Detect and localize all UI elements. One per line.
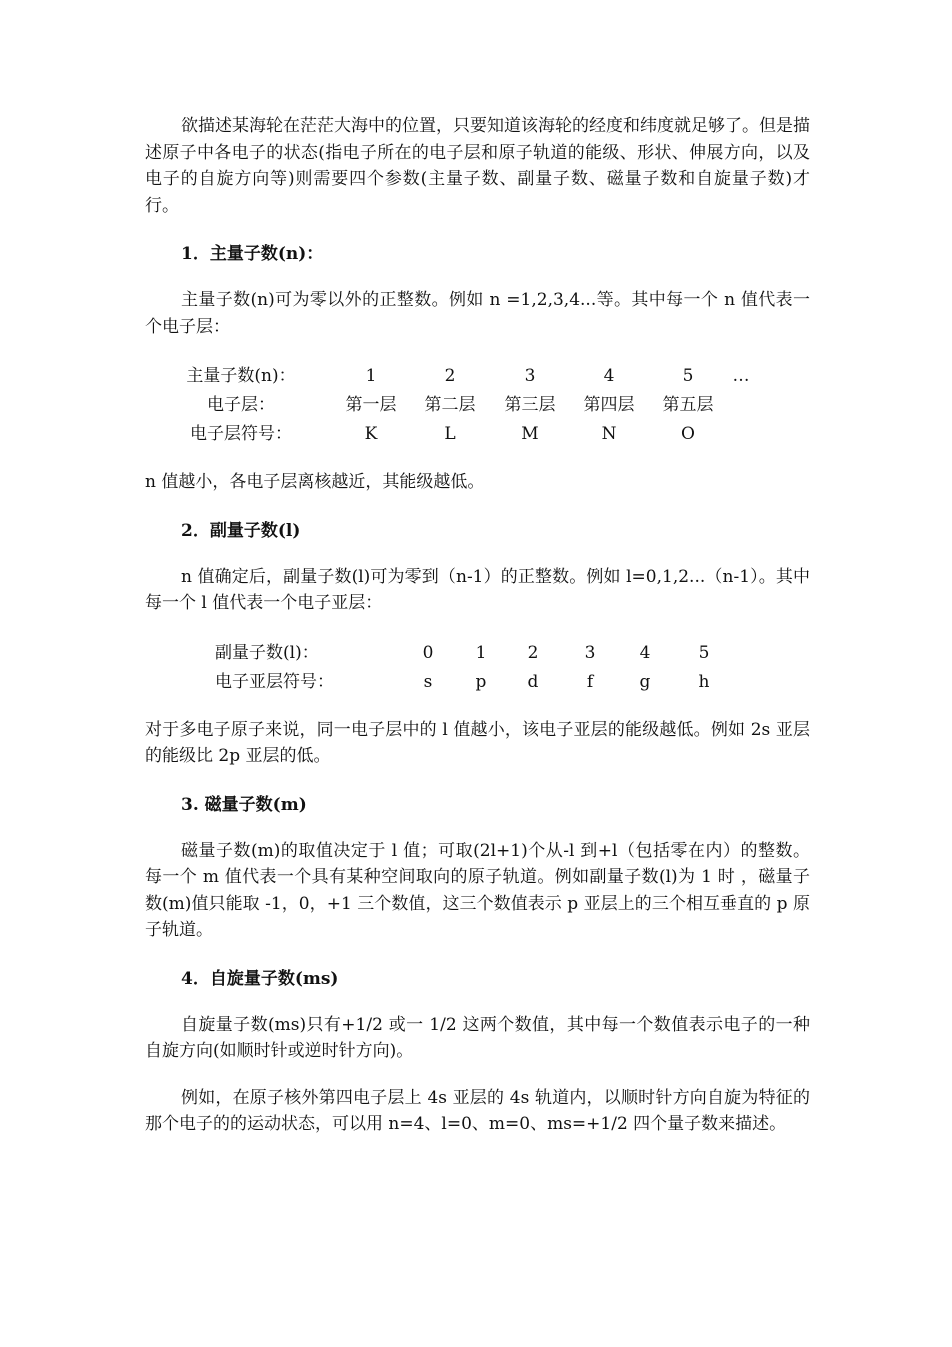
intro-paragraph: 欲描述某海轮在茫茫大海中的位置，只要知道该海轮的经度和纬度就足够了。但是描述原子中各电子的状态(指电子所在的电子层和原子轨道的能级、形状、伸展方向，以及电子的自旋方向等)则需要四个参数(主量子数、副量子数、磁量子数和自旋量子数)才行。 [145, 116, 810, 216]
cell-subshell-s: s [423, 671, 433, 692]
cell-layer-5: 第五层 [662, 395, 714, 415]
cell-l-2: 2 [527, 642, 539, 663]
table-row [145, 391, 810, 420]
cell-layer-4: 第四层 [583, 395, 635, 415]
row-label-symbol: 电子层符号： [190, 424, 292, 444]
magnetic-quantum-paragraph: 磁量子数(m)的取值决定于 l 值；可取(2l+1)个从-l 到+l（包括零在内）的整数。每一个 m 值代表一个具有某种空间取向的原子轨道。例如副量子数(l)为 1 时 ，磁量子数(m)值只能取 -1，0，+1 三个数值，这三个数值表示 p 亚层上的三个相互垂直的 p 原子轨道。 [145, 840, 810, 940]
azimuthal-quantum-paragraph: n 值确定后，副量子数(l)可为零到（n-1）的正整数。例如 l=0,1,2...（n-1）。其中每一个 l 值代表一个电子亚层： [145, 566, 810, 613]
cell-l-5: 5 [698, 642, 710, 663]
cell-n-2: 2 [444, 366, 456, 386]
heading-azimuthal-quantum-number: 2．副量子数(l) [181, 520, 301, 541]
cell-l-3: 3 [584, 642, 596, 663]
cell-subshell-d: d [527, 671, 539, 692]
heading-magnetic-quantum-number: 3. 磁量子数(m) [181, 794, 307, 815]
cell-l-0: 0 [422, 642, 434, 663]
azimuthal-quantum-table [145, 639, 810, 697]
cell-symbol-O: O [681, 424, 695, 444]
cell-l-1: 1 [475, 642, 487, 663]
table-row [145, 639, 810, 668]
table-row [145, 668, 810, 697]
cell-subshell-f: f [586, 671, 594, 692]
cell-symbol-M: M [521, 424, 539, 444]
cell-layer-2: 第二层 [424, 395, 476, 415]
cell-n-4: 4 [603, 366, 615, 386]
row-label-l: 副量子数(l)： [215, 642, 319, 663]
row-label-n: 主量子数(n)： [186, 366, 296, 386]
cell-subshell-g: g [639, 671, 651, 692]
cell-layer-3: 第三层 [504, 395, 556, 415]
cell-subshell-h: h [698, 671, 710, 692]
spin-example-paragraph: 例如，在原子核外第四电子层上 4s 亚层的 4s 轨道内，以顺时针方向自旋为特征的那个电子的的运动状态，可以用 n=4、l=0、m=0、ms=+1/2 四个量子数来描述。 [145, 1087, 810, 1134]
cell-subshell-p: p [475, 671, 487, 692]
cell-symbol-K: K [364, 424, 378, 444]
cell-l-4: 4 [639, 642, 651, 663]
cell-n-3: 3 [524, 366, 536, 386]
row-label-subshell: 电子亚层符号： [215, 671, 334, 692]
cell-n-5: 5 [682, 366, 694, 386]
cell-n-ellipsis: … [732, 366, 750, 386]
table-row [145, 362, 810, 391]
table-row [145, 420, 810, 449]
spin-quantum-paragraph: 自旋量子数(ms)只有+1/2 或一 1/2 这两个数值，其中每一个数值表示电子的一种自旋方向(如顺时针或逆时针方向)。 [145, 1014, 810, 1061]
cell-symbol-N: N [601, 424, 617, 444]
row-label-layer: 电子层： [207, 395, 275, 415]
principal-quantum-paragraph: 主量子数(n)可为零以外的正整数。例如 n =1,2,3,4...等。其中每一个 n 值代表一个电子层： [145, 290, 810, 337]
azimuthal-quantum-conclusion: 对于多电子原子来说，同一电子层中的 l 值越小，该电子亚层的能级越低。例如 2s 亚层的能级比 2p 亚层的低。 [145, 719, 810, 766]
document-page [145, 113, 810, 1138]
principal-quantum-table [145, 362, 810, 449]
heading-spin-quantum-number: 4．自旋量子数(ms) [181, 968, 339, 989]
cell-layer-1: 第一层 [345, 395, 397, 415]
cell-n-1: 1 [365, 366, 377, 386]
principal-quantum-conclusion: n 值越小，各电子层离核越近，其能级越低。 [145, 472, 485, 492]
heading-principal-quantum-number: 1．主量子数(n)： [181, 244, 324, 264]
cell-symbol-L: L [444, 424, 456, 444]
